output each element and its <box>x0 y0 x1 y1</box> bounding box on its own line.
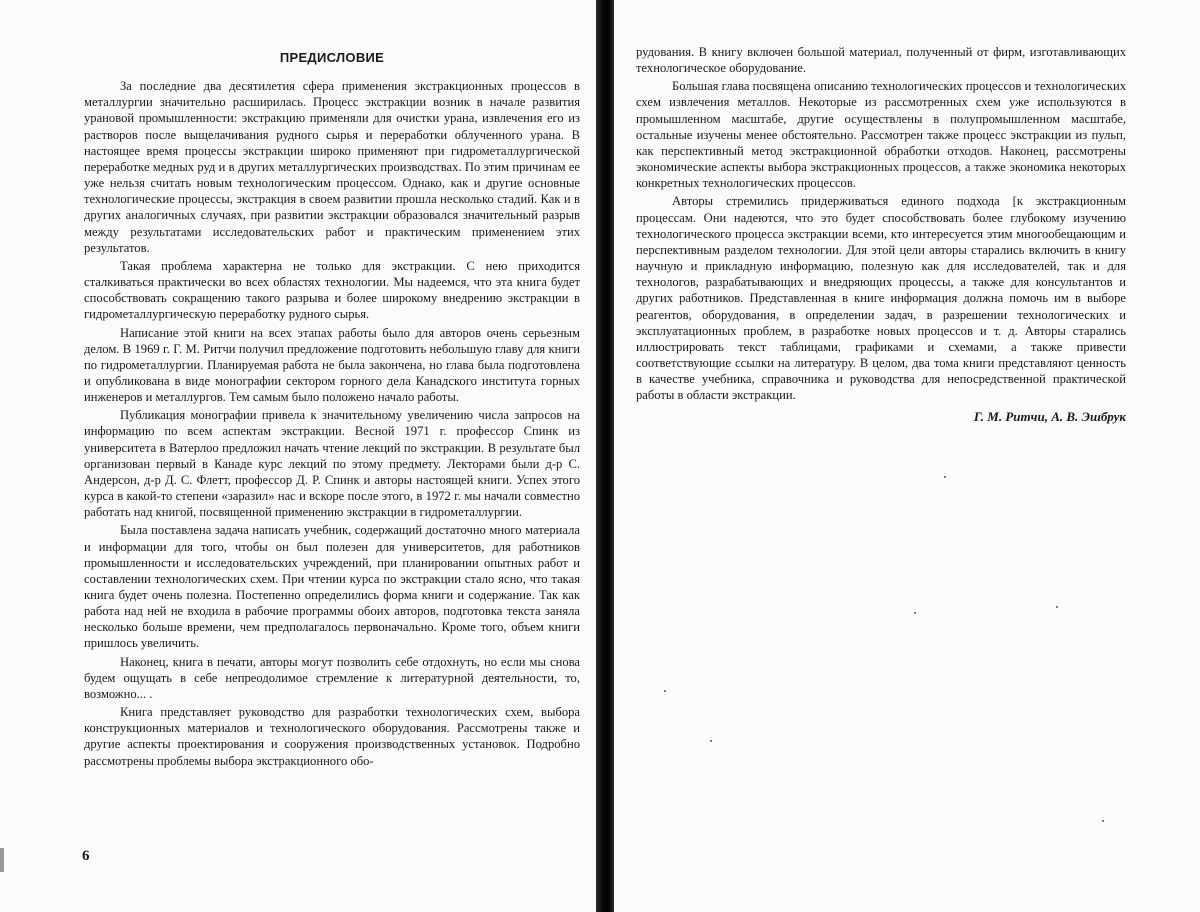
paragraph: рудования. В книгу включен большой материал, полученный от фирм, изготавливающих технологическое оборудование. <box>636 45 1126 76</box>
paragraph: Книга представляет руководство для разработки технологических схем, выбора конструкционных материалов и технологического оборудования. Рассмотрены также и другие аспекты проектирования и сооружения производственных установок. Подробно рассмотрены проблемы выбора экстракционного обо- <box>84 705 580 768</box>
book-gutter <box>596 0 616 912</box>
scan-edge-mark <box>0 848 4 872</box>
left-page-text <box>84 44 580 771</box>
preface-heading: ПРЕДИСЛОВИЕ <box>279 50 385 65</box>
paragraph: Была поставлена задача написать учебник, содержащий достаточно много материала и информации для того, чтобы он был полезен для университетов, для работников промышленности и исследовательских учреждений, при планировании опытных работ и составлении технологических схем. При чтении курса по экстракции стало ясно, что такая книга будет очень полезна. Постепенно определились форма книги и содержание. Так как работа над ней не входила в рабочие программы обоих авторов, подготовка текста заняла несколько больше времени, чем предполагалось первоначально. Кроме того, объем книги пришлось увеличить. <box>84 523 580 651</box>
scan-speck <box>664 690 666 692</box>
left-page <box>0 0 596 912</box>
paragraph: За последние два десятилетия сфера применения экстракционных процессов в металлургии значительно расширилась. Процесс экстракции возник в начале развития урановой промышленности: экстракцию применяли для очистки урана, извлечения его из растворов после выщелачивания рудного сырья и переработки облученного урана. В настоящее время процессы экстракции широко применяют при гидрометаллургической переработке медных руд и в других металлургических производствах. По этим причинам ее уже нельзя считать новым технологическим процессом. Однако, как и другие основные технологические процессы, экстракция в своем развитии прошла несколько стадий. Как и в других аналогичных случаях, при развитии экстракции образовался значительный разрыв между результатами исследовательских работ и практическим применением этих результатов. <box>84 79 580 255</box>
paragraph: Наконец, книга в печати, авторы могут позволить себе отдохнуть, но если мы снова будем ощущать в себе непреодолимое стремление к литературной деятельности, то, возможно... . <box>84 654 580 701</box>
scan-speck <box>914 612 916 614</box>
paragraph: Авторы стремились придерживаться единого подхода [к экстракционным процессам. Они надеются, что это будет способствовать более глубокому изучению технологического процесса экстракции всеми, кто интересуется этим многообещающим и перспективным разделом технологии. Для этой цели авторы старались включить в книгу научную и прикладную информацию, полезную как для исследователей, так и для технологов, разрабатывающих и внедряющих процессы, а также для консультантов и других работников. Представленная в книге информация должна помочь им в выборе реагентов, оборудования, в определении задач, в разрешении технологических и эксплуатационных проблем, в разработке новых процессов и т. д. Авторы старались иллюстрировать текст таблицами, графиками и схемами, а также привести соответствующие ссылки на литературу. В целом, два тома книги представляют ценность в качестве учебника, справочника и руководства для непосредственной практической работы в области экстракции. <box>636 194 1126 403</box>
scan-speck <box>1056 606 1058 608</box>
author-signature: Г. М. Ритчи, А. В. Эшбрук <box>973 409 1126 425</box>
page-number: 6 <box>82 848 90 864</box>
paragraph: Такая проблема характерна не только для экстракции. С нею приходится сталкиваться практически во всех областях технологии. Мы надеемся, что эта книга будет способствовать сокращению такого разрыва и более широкому внедрению экстракции в гидрометаллургическую переработку рудного сырья. <box>84 258 580 322</box>
scan-speck <box>1102 820 1104 822</box>
paragraph: Написание этой книги на всех этапах работы было для авторов очень серьезным делом. В 1969 г. Г. М. Ритчи получил предложение подготовить небольшую главу для книги по гидрометаллургии. Планируемая работа не была закончена, но глава была подготовлена и опубликована в виде монографии сектором горного дела Канадского института горных инженеров и металлургов. Тем самым было положено начало работы. <box>84 325 580 405</box>
paragraph: Большая глава посвящена описанию технологических процессов и технологических схем извлечения металлов. Некоторые из рассмотренных схем уже используются в промышленном масштабе, другие осуществлены в полупромышленном масштабе, остальные изучены менее обстоятельно. Рассмотрен также процесс экстракции из пульп, как перспективный метод экстракционной обработки отходов. Наконец, рассмотрены экономические аспекты выбора экстракционных процессов, а также экономика некоторых конкретных технологических процессов. <box>636 79 1126 191</box>
scan-speck <box>710 740 712 742</box>
paragraph: Публикация монографии привела к значительному увеличению числа запросов на информацию по всем аспектам экстракции. Весной 1971 г. профессор Спинк из университета в Ватерлоо предложил начать чтение лекций по экстракции. В результате был организован первый в Канаде курс лекций по этому предмету. Лекторами были д-р С. Андерсон, д-р Д. С. Флетт, профессор Д. Р. Спинк и авторы настоящей книги. Успех этого курса в какой-то степени «заразил» нас и вскоре после этого, в 1972 г. мы начали совместно работать над книгой, посвященной применению экстракции в гидрометаллургии. <box>84 408 580 520</box>
right-page-text <box>636 44 1126 426</box>
scan-speck <box>944 476 946 478</box>
